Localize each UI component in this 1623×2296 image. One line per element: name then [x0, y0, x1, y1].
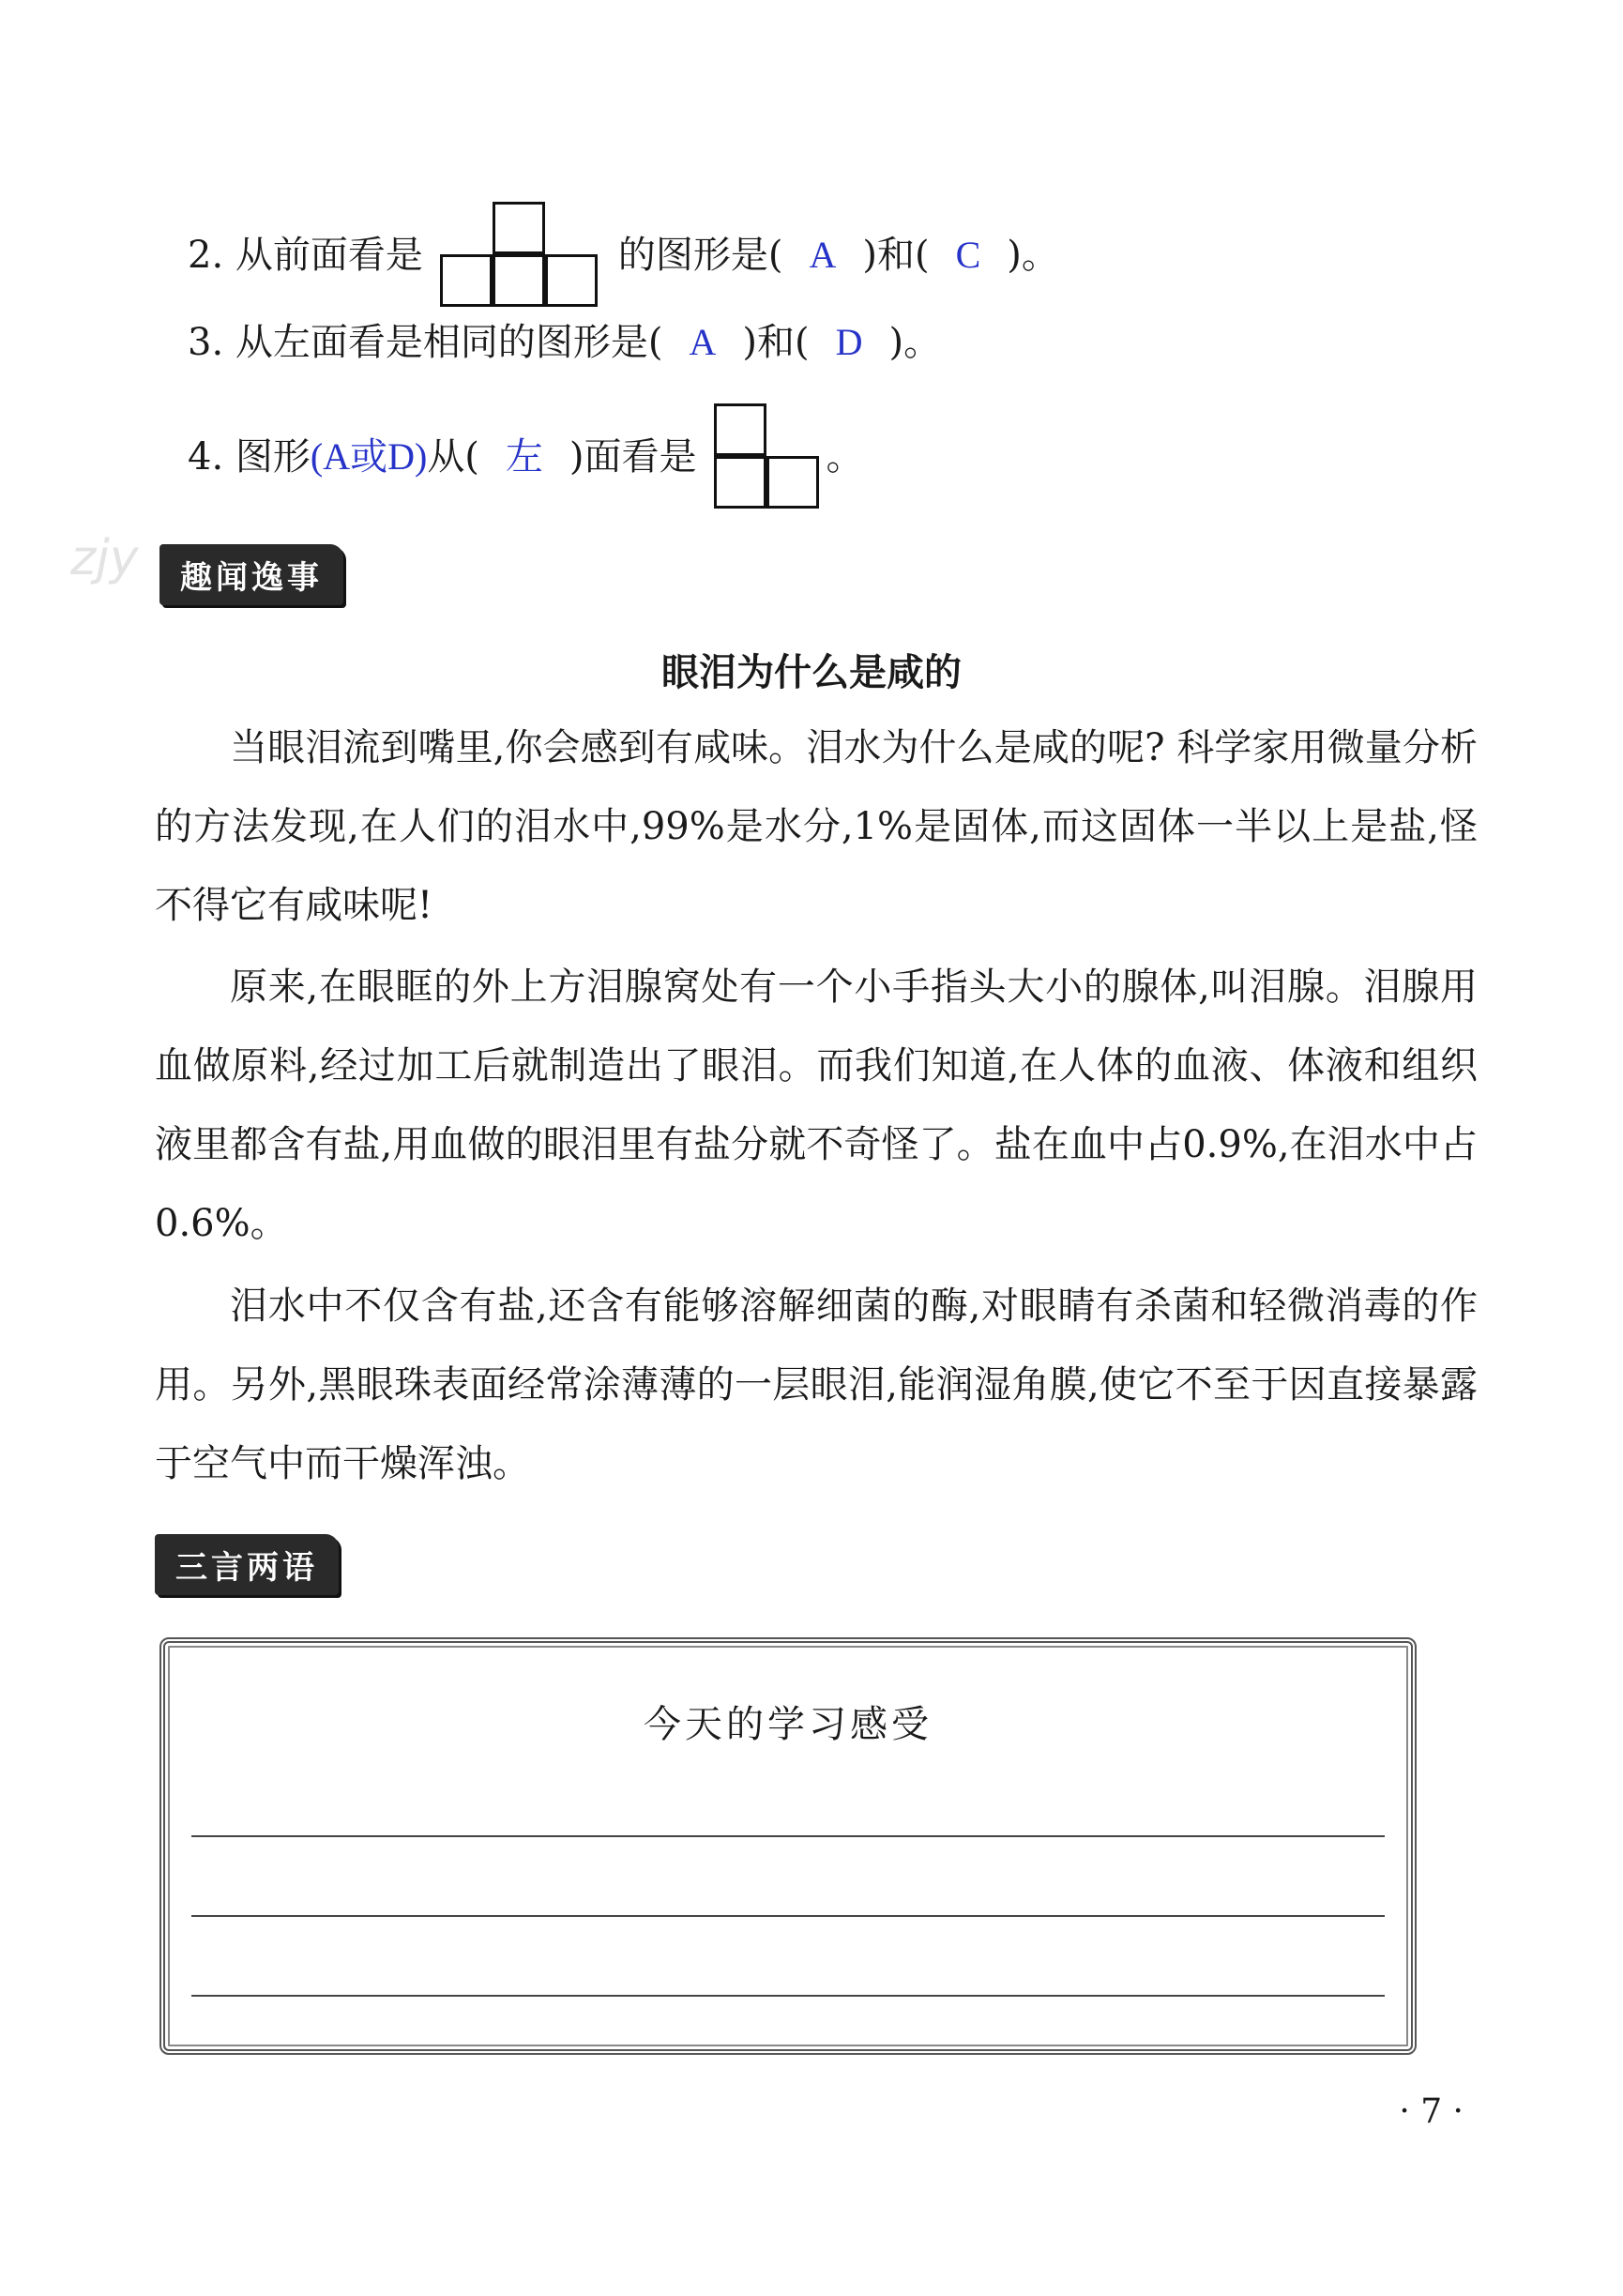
q4-after: )面看是 [569, 435, 697, 479]
q4-answer-direction: 左 [505, 435, 543, 478]
story-paragraph-3: 泪水中不仅含有盐,还含有能够溶解细菌的酶,对眼睛有杀菌和轻微消毒的作用。另外,黑眼珠表面经常涂薄薄的一层眼泪,能润湿角膜,使它不至于因直接暴露于空气中而干燥浑浊。 [155, 1285, 1478, 1485]
q2-between: )和( [862, 234, 930, 277]
q4-middle: 从( [427, 435, 479, 479]
story-paragraph-2: 原来,在眼眶的外上方泪腺窝处有一个小手指头大小的腺体,叫泪腺。泪腺用血做原料,经过加工后就制造出了眼泪。而我们知道,在人体的血液、体液和组织液里都含有盐,用血做的眼泪里有盐分就不奇怪了。盐在血中占0.9%,在泪水中占0.6%。 [155, 966, 1478, 1245]
q4-prefix: 4. 图形 [188, 435, 311, 479]
story-title: 眼泪为什么是咸的 [661, 651, 962, 694]
q4-suffix: 。 [826, 435, 864, 479]
q3-suffix: )。 [888, 321, 942, 364]
q2-prefix: 2. 从前面看是 [188, 234, 423, 277]
q3-prefix: 3. 从左面看是相同的图形是( [188, 321, 663, 364]
feeling-title: 今天的学习感受 [644, 1703, 933, 1746]
q3-between: )和( [742, 321, 810, 364]
q3-answer-1: A [689, 321, 717, 363]
question-4 [188, 403, 864, 510]
watermark: zjy [70, 530, 139, 586]
q3-answer-2: D [835, 321, 863, 363]
writing-line[interactable] [191, 1995, 1385, 1997]
q2-answer-2: C [955, 234, 981, 276]
writing-line[interactable] [191, 1835, 1385, 1837]
question-3 [188, 314, 941, 371]
story-paragraph-1: 当眼泪流到嘴里,你会感到有咸味。泪水为什么是咸的呢? 科学家用微量分析的方法发现,在人们的泪水中,99%是水分,1%是固体,而这固体一半以上是盐,怪不得它有咸味呢! [155, 726, 1478, 927]
question-2 [188, 202, 1059, 309]
feeling-box [159, 1637, 1417, 2055]
words-tag: 三言两语 [155, 1534, 339, 1595]
writing-line[interactable] [191, 1915, 1385, 1917]
front-view-figure [440, 202, 601, 309]
q2-suffix: )。 [1007, 234, 1059, 277]
fun-story-tag: 趣闻逸事 [159, 544, 343, 605]
q2-middle: 的图形是( [617, 234, 783, 277]
side-view-figure [714, 403, 823, 510]
q2-answer-1: A [809, 234, 837, 276]
page-number: · 7 · [1399, 2092, 1464, 2131]
q4-answer-figure: (A或D) [310, 435, 428, 478]
